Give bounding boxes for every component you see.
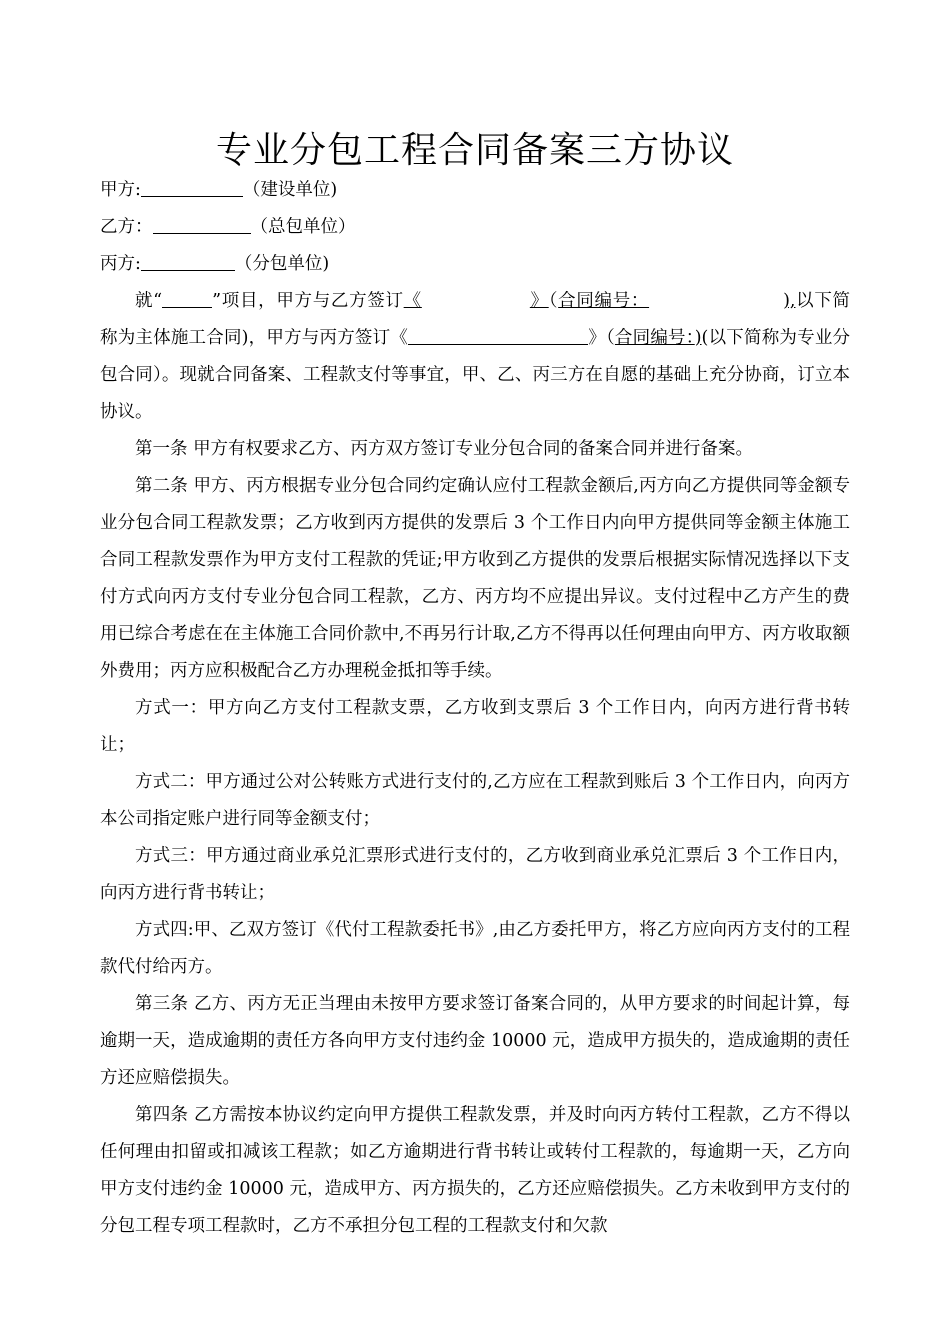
party-c-blank[interactable] (141, 253, 235, 272)
intro-text-1: 就“ (135, 291, 163, 311)
payment-method-2: 方式二：甲方通过公对公转账方式进行支付的,乙方应在工程款到账后 3 个工作日内，向丙方本公司指定账户进行同等金额支付； (100, 772, 850, 829)
project-name-blank[interactable] (162, 290, 212, 309)
document-body (100, 172, 850, 1245)
party-c-note: （分包单位) (234, 254, 330, 274)
party-c-line (100, 246, 850, 283)
party-b-blank[interactable] (153, 216, 251, 235)
party-b-label: 乙方： (100, 217, 153, 237)
document-title: 专业分包工程合同备案三方协议 (215, 130, 734, 171)
party-c-label: 丙方: (100, 254, 141, 274)
sub-contract-no-label: 合同编号： (614, 328, 695, 348)
main-contract-no-blank[interactable] (649, 291, 783, 309)
payment-method-1: 方式一：甲方向乙方支付工程款支票，乙方收到支票后 3 个工作日内，向丙方进行背书转让； (100, 698, 850, 755)
article-3: 第三条 乙方、丙方无正当理由未按甲方要求签订备案合同的，从甲方要求的时间起计算，每逾期一天，造成逾期的责任方各向甲方支付违约金 10000 元，造成甲方损失的，造成逾期的责任方还应赔偿损失。 (100, 994, 850, 1088)
main-contract-blank[interactable] (422, 291, 530, 309)
party-b-note: （总包单位） (250, 217, 356, 237)
party-a-note: （建设单位) (242, 180, 338, 200)
intro-text-8: 以下简称为主体施工合同)，甲方与丙方签订《 (100, 291, 851, 348)
intro-text-12: (以下简称为专业分包合同）。现就合同备案、工程款支付等事宜，甲、乙、丙三方在自愿的基础上充分协商，订立本协议。 (100, 328, 851, 422)
payment-method-3: 方式三：甲方通过商业承兑汇票形式进行支付的，乙方收到商业承兑汇票后 3 个工作日内，向丙方进行背书转让； (100, 846, 850, 903)
contract-no-label: 合同编号： (558, 291, 650, 311)
article-2: 第二条 甲方、丙方根据专业分包合同约定确认应付工程款金额后,丙方向乙方提供同等金额专业分包合同工程款发票；乙方收到丙方提供的发票后 3 个工作日内向甲方提供同等金额主体施工合同工程款发票作为甲方支付工程款的凭证;甲方收到乙方提供的发票后根据实际情况选择以下支付方式向丙方支付专业分包合同工程款，乙方、丙方均不应提出异议。支付过程中乙方产生的费用已综合考虑在在主体施工合同价款中,不再另行计取,乙方不得再以任何理由向甲方、丙方收取额外费用；丙方应积极配合乙方办理税金抵扣等手续。 (100, 476, 850, 681)
intro-text-11: ) (694, 328, 702, 348)
party-b-line (100, 209, 850, 246)
intro-text-5: （ (548, 291, 559, 311)
bracket-close: 》 (529, 291, 549, 311)
party-a-line (100, 172, 850, 209)
party-a-label: 甲方: (100, 180, 141, 200)
payment-method-4: 方式四:甲、乙双方签订《代付工程款委托书》,由乙方委托甲方，将乙方应向丙方支付的工程款代付给丙方。 (100, 920, 850, 977)
sub-contract-blank[interactable] (408, 327, 588, 346)
party-a-blank[interactable] (141, 179, 243, 198)
intro-text-7: ), (783, 291, 796, 311)
article-1: 第一条 甲方有权要求乙方、丙方双方签订专业分包合同的备案合同并进行备案。 (135, 439, 754, 459)
main-contract-number (558, 291, 795, 311)
intro-paragraph (100, 283, 850, 431)
intro-text-9: 》（ (588, 328, 615, 348)
intro-text-2: ”项目，甲方与乙方签订 (212, 291, 404, 311)
main-contract-title (404, 291, 549, 311)
bracket-open: 《 (403, 291, 422, 311)
article-4: 第四条 乙方需按本协议约定向甲方提供工程款发票，并及时向丙方转付工程款，乙方不得以任何理由扣留或扣减该工程款；如乙方逾期进行背书转让或转付工程款的，每逾期一天，乙方向甲方支付违约金 10000 元，造成甲方、丙方损失的，乙方还应赔偿损失。乙方未收到甲方支付的分包工程专项工程款时，乙方不承担分包工程的工程款支付和欠款 (100, 1105, 850, 1236)
